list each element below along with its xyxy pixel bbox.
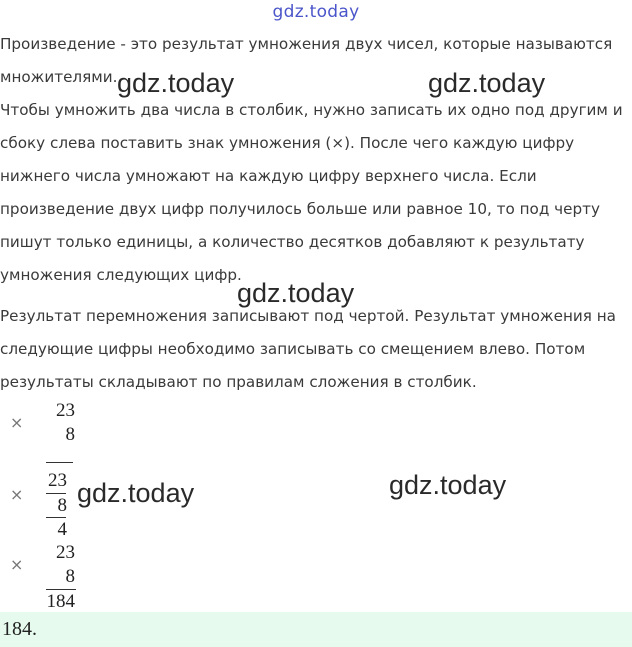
multiplicand: 23: [48, 470, 67, 491]
text-line: множителями.: [0, 68, 118, 86]
multiplier: 8: [65, 566, 75, 587]
paragraph-result: [0, 300, 630, 399]
partial-result: 4: [57, 519, 67, 540]
text-line: нижнего числа умножают на каждую цифру верхнего числа. Если: [0, 167, 537, 185]
text-line: Результат перемножения записывают под чертой. Результат умножения на: [0, 307, 616, 325]
text-line: пишут только единицы, а количество десятков добавляют к результату: [0, 233, 585, 251]
text-line: произведение двух цифр получилось больше или равное 10, то под черту: [0, 200, 600, 218]
result-line: [46, 517, 66, 518]
watermark: gdz.today: [77, 478, 195, 508]
watermark: gdz.today: [428, 68, 546, 98]
watermark: gdz.today: [117, 68, 235, 98]
box-line: [46, 493, 66, 494]
result-line: [46, 589, 76, 590]
multiplicand: 23: [56, 542, 75, 563]
times-sign: ×: [10, 555, 24, 574]
answer-box: 184.: [0, 612, 632, 647]
multiplicand: 23: [56, 400, 75, 421]
product: 184: [46, 591, 75, 612]
times-sign: ×: [10, 413, 24, 432]
watermark: gdz.today: [237, 278, 355, 308]
text-line: следующие цифры необходимо записывать со смещением влево. Потом: [0, 340, 586, 358]
multiplier: 8: [65, 424, 75, 445]
times-sign: ×: [10, 485, 24, 504]
text-line: сбоку слева поставить знак умножения (×). После чего каждую цифру: [0, 134, 575, 152]
header-watermark: gdz.today: [272, 2, 360, 22]
text-line: Чтобы умножить два числа в столбик, нужно записать их одно под другим и: [0, 101, 623, 119]
multiplier: 8: [57, 495, 67, 516]
text-line: Произведение - это результат умножения двух чисел, которые называются: [0, 35, 613, 53]
paragraph-method: [0, 94, 630, 292]
text-line: результаты складывают по правилам сложения в столбик.: [0, 373, 477, 391]
text-line: умножения следующих цифр.: [0, 266, 242, 284]
watermark: gdz.today: [389, 470, 507, 500]
result-line: [46, 462, 73, 463]
